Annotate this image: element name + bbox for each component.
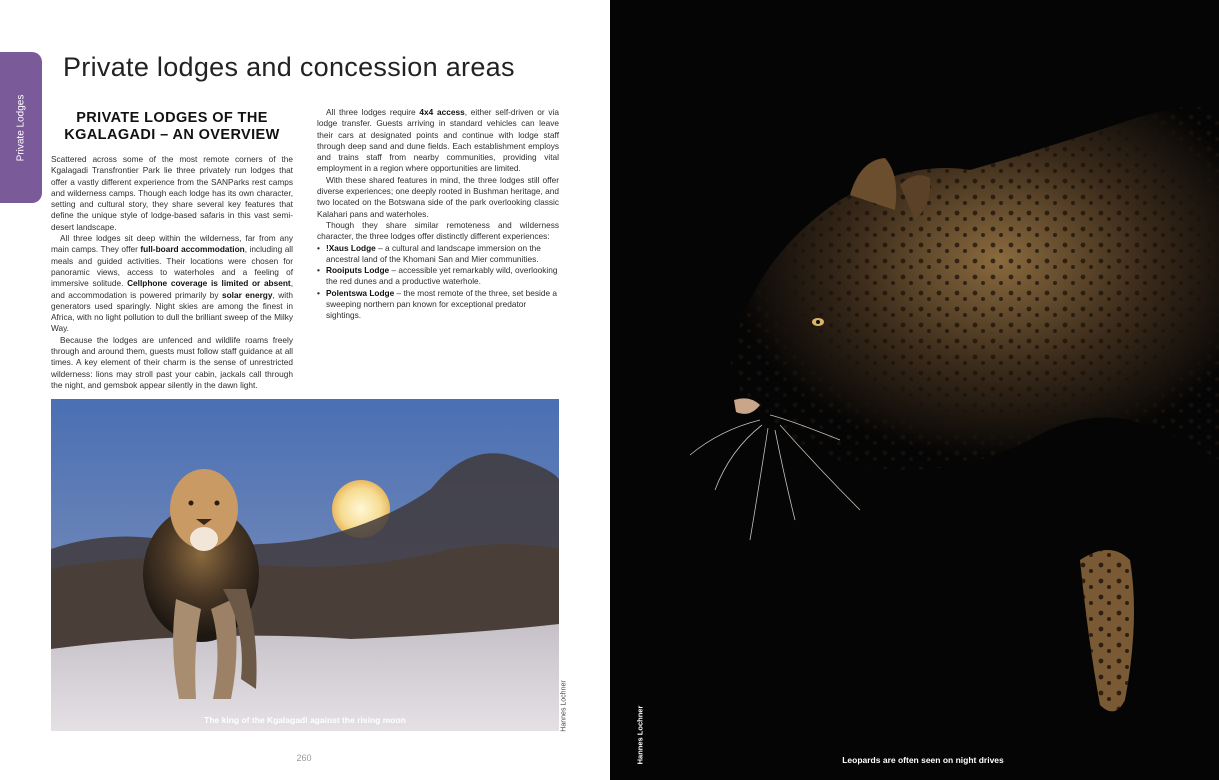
lion-moon-illustration bbox=[51, 399, 559, 731]
leopard-photo-caption: Leopards are often seen on night drives bbox=[842, 755, 1004, 765]
lion-photo-caption: The king of the Kgalagadi against the rising moon bbox=[204, 715, 406, 725]
paragraph-lodge-intro: Though they share similar remoteness and wilderness character, the three lodges offer distinctly different experiences: bbox=[317, 219, 559, 242]
paragraph-features: All three lodges sit deep within the wilderness, far from any main camps. They offer full-board accommodation, including all meals and guided activities. Their locations were chosen for panoramic views, access to waterholes and a feeling of immersive solitude. Cellphone coverage is limited or absent, and accommodation is powered primarily by solar energy, with generators used sparingly. Night skies are among the finest in Africa, with no light pollution to dull the brilliant sweep of the Milky Way. bbox=[51, 233, 294, 334]
leopard-illustration bbox=[610, 0, 1219, 780]
leopard-photo-credit: Hannes Lochner bbox=[635, 705, 645, 765]
paragraph-unfenced: Because the lodges are unfenced and wildlife roams freely through and around them, guests must follow staff guidance at all times. A key element of their charm is the sense of unrestricted wilderness: lions may stroll past your cabin, jackals call through the night, and gemsbok appear silently in the dawn light. bbox=[51, 334, 293, 390]
paragraph-access: All three lodges require 4x4 access, either self-driven or via lodge transfer. Guests arriving in standard vehicles can leave their cars at designated points and continue with lodge staff through deep sand and dune fields. Each establishment employs and trains staff from nearby communities, providing vital employment in a region where opportunities are limited. bbox=[317, 107, 559, 174]
bold-4x4: 4x4 access bbox=[419, 107, 465, 117]
bold-cellphone: Cellphone coverage is limited or absent bbox=[127, 278, 291, 289]
bold-solar: solar energy bbox=[222, 289, 273, 300]
section-tab-label: Private Lodges bbox=[15, 94, 27, 162]
paragraph-diverse: With these shared features in mind, the three lodges still offer diverse experiences; one deeply rooted in Bushman heritage, and two located on the Botswana side of the park overlooking classic Kalahari pans and waterholes. bbox=[317, 174, 559, 219]
paragraph-intro: Scattered across some of the most remote corners of the Kgalagadi Transfrontier Park lie three privately run lodges that offer a vastly different experience from the SANParks rest camps and wilderness camps. Though each lodge has its own character, setting and cultural story, they share several key features that define the unique style of lodge-based safaris in this vast semi-desert landscape. bbox=[51, 154, 293, 232]
leopard-photo bbox=[610, 0, 1219, 780]
list-item: • !Xaus Lodge – a cultural and landscape immersion on the ancestral land of the Khomani San and Mier communities. bbox=[317, 243, 559, 266]
list-item: • Rooiputs Lodge – accessible yet remarkably wild, overlooking the red dunes and a productive waterhole. bbox=[317, 265, 559, 288]
page-title: Private lodges and concession areas bbox=[63, 52, 515, 82]
text-column-1 bbox=[51, 110, 293, 391]
lion-photo-credit: Hannes Lochner bbox=[560, 680, 568, 732]
list-item: • Polentswa Lodge – the most remote of the three, set beside a sweeping northern pan known for exceptional predator sightings. bbox=[317, 288, 559, 322]
page-number: 260 bbox=[296, 753, 312, 763]
heading-line-1: PRIVATE LODGES OF THE bbox=[76, 110, 268, 126]
lion-photo bbox=[51, 399, 559, 731]
bold-full-board: full-board accommodation bbox=[140, 244, 245, 255]
right-page bbox=[610, 0, 1219, 780]
text-column-2 bbox=[317, 107, 559, 322]
section-heading bbox=[51, 110, 293, 144]
heading-line-2: KGALAGADI – AN OVERVIEW bbox=[64, 127, 280, 143]
lodge-list bbox=[317, 243, 559, 322]
